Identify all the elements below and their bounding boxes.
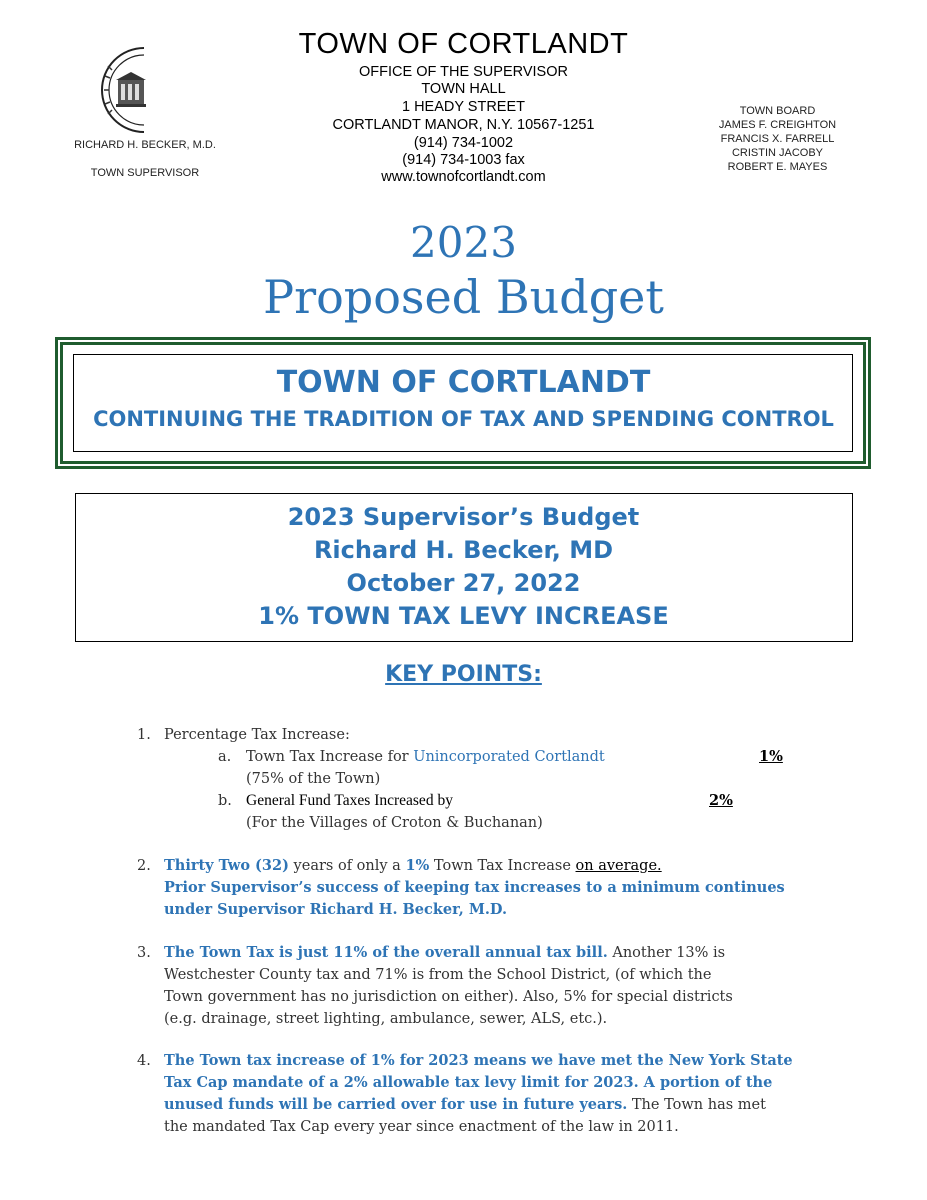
supervisor-title: TOWN SUPERVISOR — [90, 167, 200, 179]
point-4-text: The Town has met — [627, 1097, 766, 1113]
point-2-percent: 1% — [405, 857, 430, 874]
point-letter: a. — [218, 749, 232, 765]
point-3-text: Another 13% is — [607, 945, 726, 961]
street-line: 1 HEADY STREET — [401, 99, 526, 115]
key-points-heading: KEY POINTS: — [385, 662, 542, 687]
city-line: CORTLANDT MANOR, N.Y. 10567-1251 — [332, 117, 595, 133]
town-board-list — [690, 104, 865, 174]
board-member: CRISTIN JACOBY — [731, 147, 824, 159]
point-1a-text-highlight: Unincorporated Cortlandt — [413, 749, 605, 765]
point-number: 3. — [137, 945, 151, 961]
point-1b-percent: 2% — [709, 792, 733, 809]
hall-line: TOWN HALL — [421, 81, 506, 97]
budget-title: Proposed Budget — [263, 270, 664, 324]
point-3-highlight: The Town Tax is just 11% of the overall annual tax bill. — [164, 944, 608, 961]
point-4-line-2: Tax Cap mandate of a 2% allowable tax levy limit for 2023. A portion of the — [164, 1074, 773, 1091]
point-1a-text-prefix: Town Tax Increase for — [246, 749, 414, 765]
point-4-line-1: The Town tax increase of 1% for 2023 means we have met the New York State — [164, 1052, 793, 1069]
town-seal-icon — [98, 46, 146, 134]
town-name-heading: TOWN OF CORTLANDT — [298, 28, 629, 60]
point-2-text: years of only a — [288, 858, 406, 874]
point-2-line-3: under Supervisor Richard H. Becker, M.D. — [164, 901, 508, 918]
point-3-line-3: Town government has no jurisdiction on either). Also, 5% for special districts — [164, 989, 733, 1005]
phone-line: (914) 734-1002 — [413, 135, 514, 151]
point-1a-text — [246, 746, 605, 768]
point-1b-text: General Fund Taxes Increased by — [246, 792, 453, 809]
budget-box-author: Richard H. Becker, MD — [313, 536, 614, 564]
office-line: OFFICE OF THE SUPERVISOR — [359, 64, 568, 80]
board-heading: TOWN BOARD — [739, 105, 816, 117]
budget-box-date: October 27, 2022 — [346, 569, 581, 597]
slogan-subheading: CONTINUING THE TRADITION OF TAX AND SPENDING CONTROL — [93, 407, 834, 431]
point-number: 4. — [137, 1053, 151, 1069]
point-2-years: Thirty Two (32) — [164, 857, 289, 874]
point-number: 2. — [137, 858, 151, 874]
point-4-highlight: unused funds will be carried over for use in future years. — [164, 1096, 628, 1113]
point-letter: b. — [218, 793, 232, 809]
point-1a-percent: 1% — [759, 748, 783, 765]
point-number: 1. — [137, 727, 151, 743]
point-1a-note: (75% of the Town) — [246, 771, 381, 787]
board-member: FRANCIS X. FARRELL — [720, 133, 835, 145]
board-member: ROBERT E. MAYES — [727, 161, 828, 173]
point-4-line-3 — [164, 1094, 766, 1116]
fax-line: (914) 734-1003 fax — [402, 152, 525, 168]
supervisor-name: RICHARD H. BECKER, M.D. — [74, 139, 216, 151]
point-2-line-2: Prior Supervisor’s success of keeping tax increases to a minimum continues — [164, 879, 785, 896]
budget-year-title: 2023 — [410, 218, 517, 267]
point-1-label: Percentage Tax Increase: — [164, 727, 350, 743]
point-1b-note: (For the Villages of Croton & Buchanan) — [246, 815, 543, 831]
board-member: JAMES F. CREIGHTON — [718, 119, 837, 131]
point-2-text: Town Tax Increase — [429, 858, 576, 874]
slogan-heading: TOWN OF CORTLANDT — [276, 365, 651, 400]
point-3-line-2: Westchester County tax and 71% is from the School District, (of which the — [164, 967, 712, 983]
budget-box-levy: 1% TOWN TAX LEVY INCREASE — [258, 602, 669, 630]
point-3-line-1 — [164, 942, 725, 964]
point-3-line-4: (e.g. drainage, street lighting, ambulance, sewer, ALS, etc.). — [164, 1011, 608, 1027]
point-2-on-average: on average. — [575, 858, 662, 874]
budget-box-title: 2023 Supervisor’s Budget — [287, 503, 640, 531]
point-4-line-4: the mandated Tax Cap every year since enactment of the law in 2011. — [164, 1119, 679, 1135]
website-link[interactable]: www.townofcortlandt.com — [381, 169, 546, 185]
point-2-line-1 — [164, 855, 662, 877]
